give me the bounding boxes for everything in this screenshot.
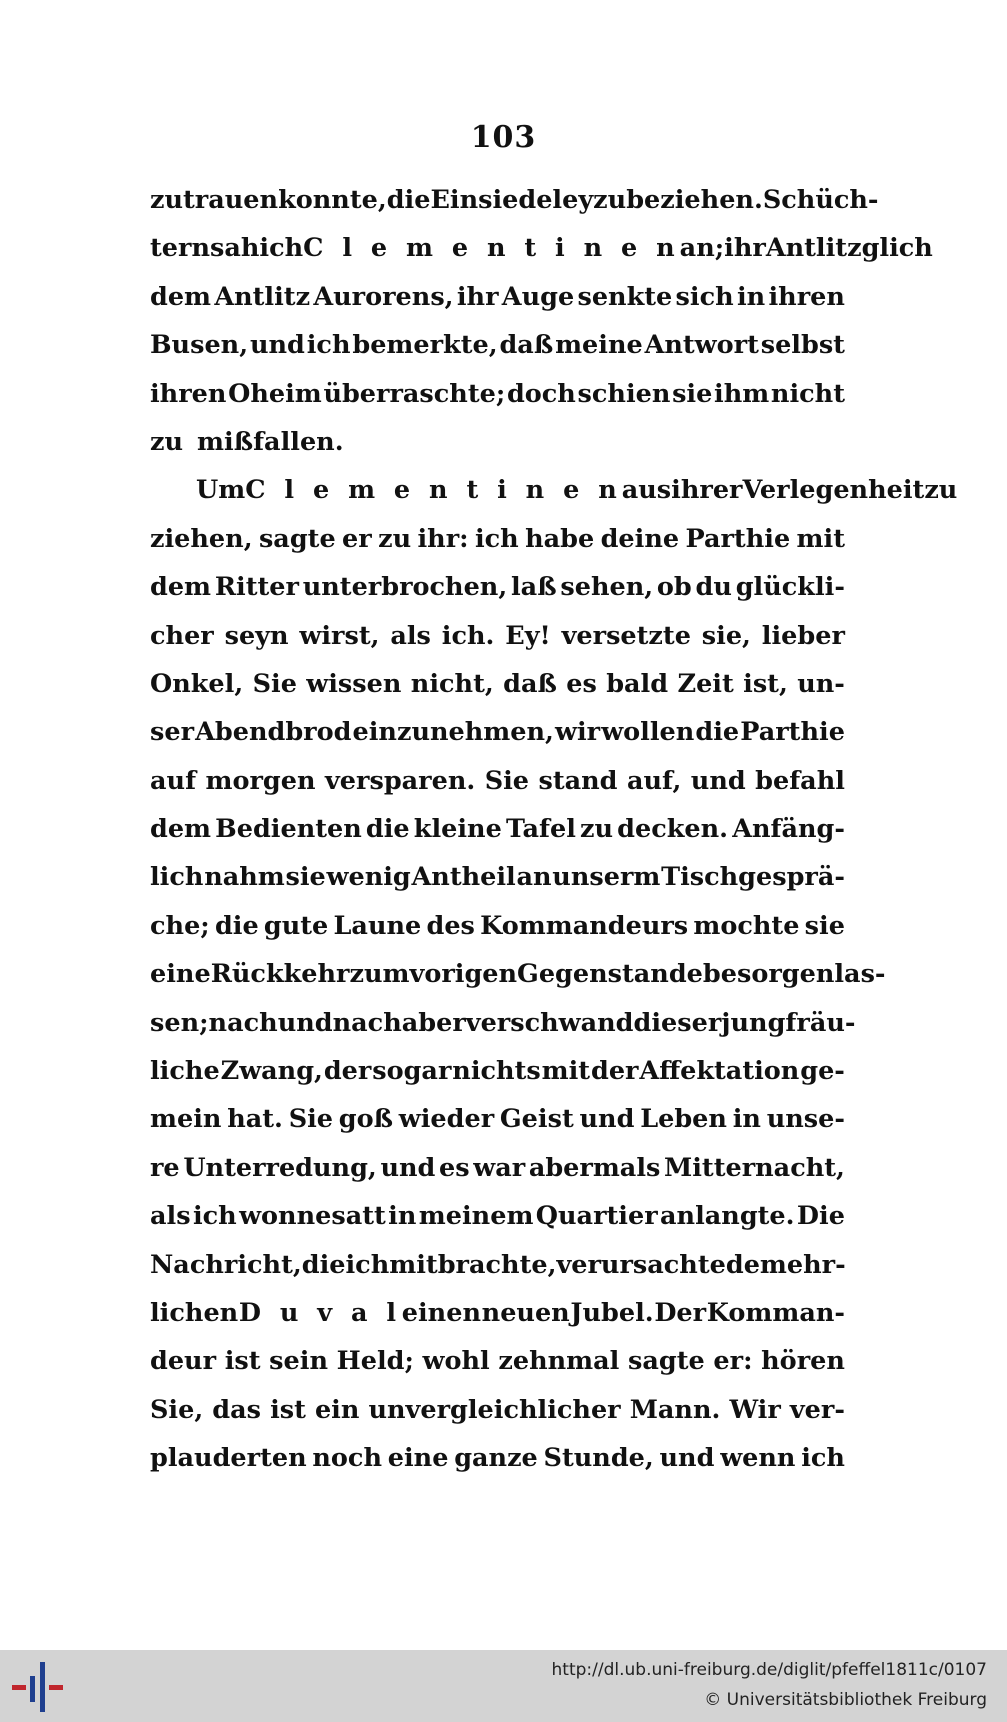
text-word: habe (525, 523, 595, 554)
text-word: anlangte. (660, 1201, 795, 1232)
text-word: mitbrachte, (389, 1249, 557, 1280)
text-word: las- (834, 959, 886, 990)
page-text-block (150, 176, 958, 1483)
text-word: Busen, (150, 330, 249, 361)
text-line (150, 853, 845, 901)
text-word: unse- (766, 1104, 845, 1135)
text-word: Zwang, (220, 1056, 323, 1087)
text-line (150, 1095, 845, 1143)
text-word: ganze (454, 1443, 538, 1474)
text-word: mißfallen. (197, 426, 344, 457)
text-word: der (323, 1056, 372, 1087)
text-word: zu (378, 523, 412, 554)
text-word: goß (338, 1104, 394, 1135)
text-word: sie, (701, 620, 751, 651)
text-word: C l e m e n t i n e n (245, 475, 622, 506)
text-line (150, 466, 958, 514)
text-line (150, 370, 845, 418)
text-word: sie (672, 378, 713, 409)
text-word: und (579, 1104, 635, 1135)
text-word: hören (761, 1346, 845, 1377)
text-word: die (301, 1249, 346, 1280)
text-word: in (388, 1201, 417, 1232)
text-word: Schüch- (762, 185, 879, 215)
text-word: überraschte; (323, 378, 506, 409)
text-word: als (150, 1201, 191, 1232)
text-word: Antheil (411, 862, 516, 893)
text-word: un- (797, 668, 845, 699)
text-word: ihrer (671, 475, 743, 506)
text-word: zu (580, 814, 614, 845)
text-word: sagte (628, 1346, 705, 1377)
text-line (150, 902, 845, 950)
text-word: ihr: (417, 523, 469, 554)
text-word: ein (314, 1394, 360, 1425)
ub-freiburg-logo-icon[interactable] (10, 1658, 66, 1714)
text-word: er: (713, 1346, 753, 1377)
text-word: Parthie (740, 717, 845, 748)
text-word: wollen (601, 717, 695, 748)
text-word: Verlegenheit (742, 475, 925, 506)
text-word: Leben (640, 1104, 727, 1135)
text-word: jungfräu- (721, 1007, 856, 1038)
text-word: zu (593, 185, 627, 215)
text-word: auf (150, 765, 197, 796)
text-word: nicht, (410, 668, 494, 699)
text-word: senkte (577, 281, 673, 312)
text-word: wieder (398, 1104, 495, 1135)
text-word: dem (725, 1249, 787, 1280)
text-word: einen (401, 1297, 481, 1328)
text-word: ver- (789, 1394, 845, 1425)
text-word: selbst (760, 330, 845, 361)
text-line (150, 176, 879, 224)
text-word: seyn (224, 620, 289, 651)
text-word: des (426, 910, 475, 941)
text-word: Anfäng- (732, 814, 845, 845)
text-word: Der (654, 1297, 707, 1328)
text-word: Affektation (639, 1056, 800, 1087)
text-word: eine (150, 959, 211, 990)
text-word: Held; (336, 1346, 414, 1377)
text-word: mit (796, 523, 845, 554)
text-word: liche (150, 1056, 220, 1087)
text-word: Parthie (685, 523, 791, 554)
text-word: wissen (306, 668, 402, 699)
text-line (150, 660, 845, 708)
text-word: an (516, 862, 552, 893)
text-word: meine (555, 330, 643, 361)
text-word: nach (332, 1007, 402, 1038)
text-word: nicht (770, 378, 845, 409)
text-word: ich (259, 233, 304, 264)
text-word: sogar (372, 1056, 452, 1087)
text-word: ich (306, 330, 351, 361)
text-word: Kommandeurs (480, 910, 689, 941)
text-word: Komman- (706, 1297, 845, 1328)
text-word: kleine (413, 814, 502, 845)
text-word: daß (499, 330, 554, 361)
text-word: schien (577, 378, 671, 409)
text-word: wohl (422, 1346, 490, 1377)
text-word: C l e m e n t i n e n (303, 233, 680, 264)
text-word: ich (474, 523, 519, 554)
text-word: Antwort (644, 330, 759, 361)
text-word: wenig (326, 862, 411, 893)
text-word: nach (208, 1007, 278, 1038)
text-word: sagte (258, 523, 336, 554)
text-word: Onkel, (150, 668, 244, 699)
text-word: ist (270, 1394, 306, 1425)
text-word: ist, (743, 668, 788, 699)
text-line (150, 515, 845, 563)
text-word: stand (538, 765, 618, 796)
text-word: an; (679, 233, 725, 264)
text-word: aber (401, 1007, 466, 1038)
text-word: die (214, 910, 259, 941)
text-word: Antlitz (214, 281, 311, 312)
text-word: ich (345, 1249, 390, 1280)
text-word: Auge (501, 281, 575, 312)
text-word: mein (150, 1104, 222, 1135)
text-word: in (736, 281, 766, 312)
text-word: Geist (499, 1104, 574, 1135)
text-word: daß (503, 668, 557, 699)
text-word: sehen, (560, 572, 654, 603)
text-word: nahm (204, 862, 285, 893)
text-word: ich. (441, 620, 495, 651)
text-line (150, 1192, 845, 1240)
text-line (150, 1386, 845, 1434)
text-word: D u v a l (238, 1297, 402, 1328)
text-word: als (390, 620, 431, 651)
text-word: besorgen (702, 959, 835, 990)
text-word: Zeit (677, 668, 734, 699)
page-number: 103 (470, 120, 537, 155)
text-word: ziehen, (150, 523, 253, 554)
text-word: mochte (693, 910, 800, 941)
text-word: unvergleichlicher (368, 1394, 621, 1425)
text-line (150, 1337, 845, 1385)
text-word: nichts (452, 1056, 541, 1087)
text-word: versetzte (561, 620, 691, 651)
text-word: unserm (552, 862, 661, 893)
text-word: ihr (724, 233, 766, 264)
text-word: beziehen. (626, 185, 763, 215)
text-word: dieser (633, 1007, 722, 1038)
text-word: Um (196, 475, 246, 506)
copyright-text: © Universitätsbibliothek Freiburg (704, 1690, 987, 1710)
text-word: ge- (800, 1056, 845, 1087)
text-word: Quartier (535, 1201, 658, 1232)
text-word: verursachte (556, 1249, 726, 1280)
text-word: einzunehmen, (352, 717, 554, 748)
text-word: Einsiedeley (430, 185, 594, 215)
text-line (150, 612, 845, 660)
text-word: versparen. (324, 765, 476, 796)
text-word: er (342, 523, 372, 554)
text-word: auf, (626, 765, 682, 796)
text-word: Nachricht, (150, 1249, 302, 1280)
text-word: das (212, 1394, 261, 1425)
text-word: Unterredung, (183, 1152, 377, 1183)
text-word: dem (150, 814, 212, 845)
text-word: Gegenstande (517, 959, 703, 990)
text-word: Tischgesprä- (661, 862, 845, 893)
text-word: meinem (418, 1201, 534, 1232)
text-word: sein (269, 1346, 328, 1377)
text-line (150, 1144, 845, 1192)
text-word: Jubel. (570, 1297, 654, 1328)
text-word: Ey! (505, 620, 551, 651)
text-word: ihren (768, 281, 845, 312)
text-word: Sie (288, 1104, 334, 1135)
text-word: und (690, 765, 746, 796)
text-word: sie (804, 910, 845, 941)
text-word: befahl (755, 765, 845, 796)
text-word: ich (192, 1201, 237, 1232)
text-word: Laune (333, 910, 422, 941)
text-word: abermals (528, 1152, 661, 1183)
text-word: die (386, 185, 431, 215)
text-word: konnte, (278, 185, 387, 215)
logo-bar-blue-tall (40, 1662, 45, 1712)
footer-bar (0, 1650, 1007, 1722)
text-word: in (732, 1104, 761, 1135)
text-word: zum (349, 959, 410, 990)
text-word: deur (150, 1346, 217, 1377)
text-word: re (150, 1152, 180, 1183)
text-word: wir (555, 717, 601, 748)
text-word: Oheim (228, 378, 322, 409)
text-word: Stunde, (543, 1443, 654, 1474)
text-line (150, 1241, 845, 1289)
text-word: Ritter (214, 572, 299, 603)
text-line (150, 757, 845, 805)
text-word: unterbrochen, (302, 572, 508, 603)
text-line (150, 708, 845, 756)
text-word: bald (606, 668, 669, 699)
text-line (150, 950, 886, 998)
text-word: und (380, 1152, 436, 1183)
logo-bar-right (49, 1685, 63, 1690)
text-word: vorigen (409, 959, 518, 990)
text-word: der (591, 1056, 639, 1087)
text-word: und (249, 330, 305, 361)
text-word: aus (621, 475, 672, 506)
text-word: Aurorens, (313, 281, 454, 312)
text-word: sen; (150, 1007, 209, 1038)
text-word: che; (150, 910, 210, 941)
text-word: und (659, 1443, 715, 1474)
text-word: Tafel (505, 814, 576, 845)
text-word: dem (150, 281, 212, 312)
text-word: cher (150, 620, 214, 651)
text-word: doch (506, 378, 576, 409)
text-line (150, 321, 845, 369)
text-word: Mann. (629, 1394, 721, 1425)
text-word: decken. (617, 814, 729, 845)
text-word: deine (600, 523, 680, 554)
text-word: lichen (150, 1297, 239, 1328)
text-word: laß (511, 572, 557, 603)
text-word: es (566, 668, 597, 699)
text-word: es (439, 1152, 470, 1183)
text-word: ehr- (786, 1249, 846, 1280)
text-word: glückli- (735, 572, 845, 603)
text-word: Mitternacht, (664, 1152, 845, 1183)
text-line (150, 273, 845, 321)
text-word: die (365, 814, 410, 845)
text-word: zutrauen (150, 185, 279, 215)
text-word: wonnesatt (239, 1201, 386, 1232)
text-line (150, 1289, 845, 1337)
text-word: sie (285, 862, 326, 893)
text-word: eine (387, 1443, 449, 1474)
text-word: zu (150, 426, 184, 457)
text-word: Antlitz (765, 233, 862, 264)
text-word: zu (924, 475, 958, 506)
text-word: bemerkte, (352, 330, 498, 361)
text-word: dem (150, 572, 212, 603)
text-line (150, 563, 845, 611)
text-word: Sie, (150, 1394, 204, 1425)
text-word: zehnmal (498, 1346, 620, 1377)
text-word: sich (675, 281, 734, 312)
text-word: Abendbrod (195, 717, 352, 748)
text-word: neuen (481, 1297, 570, 1328)
text-word: war (473, 1152, 526, 1183)
text-word: hat. (227, 1104, 283, 1135)
text-word: glich (861, 233, 933, 264)
text-word: lich (150, 862, 204, 893)
text-word: ihren (150, 378, 227, 409)
text-word: plauderten (150, 1443, 307, 1474)
text-word: und (277, 1007, 333, 1038)
text-line (150, 1434, 845, 1482)
text-word: Rückkehr (210, 959, 350, 990)
text-word: ob (656, 572, 692, 603)
text-line (150, 1047, 845, 1095)
text-word: Sie (484, 765, 530, 796)
source-url-link[interactable]: http://dl.ub.uni-freiburg.de/diglit/pfeffel1811c/0107 (551, 1660, 987, 1680)
text-line (150, 999, 856, 1047)
text-word: morgen (205, 765, 316, 796)
logo-bar-left (12, 1685, 26, 1690)
text-word: ich (801, 1443, 845, 1474)
text-word: du (695, 572, 732, 603)
text-word: ser (150, 717, 195, 748)
text-word: ist (224, 1346, 261, 1377)
text-word: sah (209, 233, 260, 264)
text-word: die (695, 717, 740, 748)
text-line (150, 224, 933, 272)
text-word: Wir (729, 1394, 781, 1425)
text-word: lieber (761, 620, 845, 651)
text-word: noch (312, 1443, 382, 1474)
text-word: ihm (714, 378, 770, 409)
text-line (150, 418, 845, 466)
text-word: ihr (456, 281, 499, 312)
text-word: gute (263, 910, 329, 941)
text-word: wirst, (299, 620, 380, 651)
logo-bar-blue-short (30, 1676, 35, 1702)
text-line (150, 805, 845, 853)
text-word: wenn (720, 1443, 796, 1474)
text-word: tern (150, 233, 210, 264)
text-word: mit (541, 1056, 591, 1087)
text-word: Bedienten (215, 814, 362, 845)
text-word: Sie (252, 668, 297, 699)
text-word: Die (796, 1201, 845, 1232)
text-word: verschwand (465, 1007, 634, 1038)
